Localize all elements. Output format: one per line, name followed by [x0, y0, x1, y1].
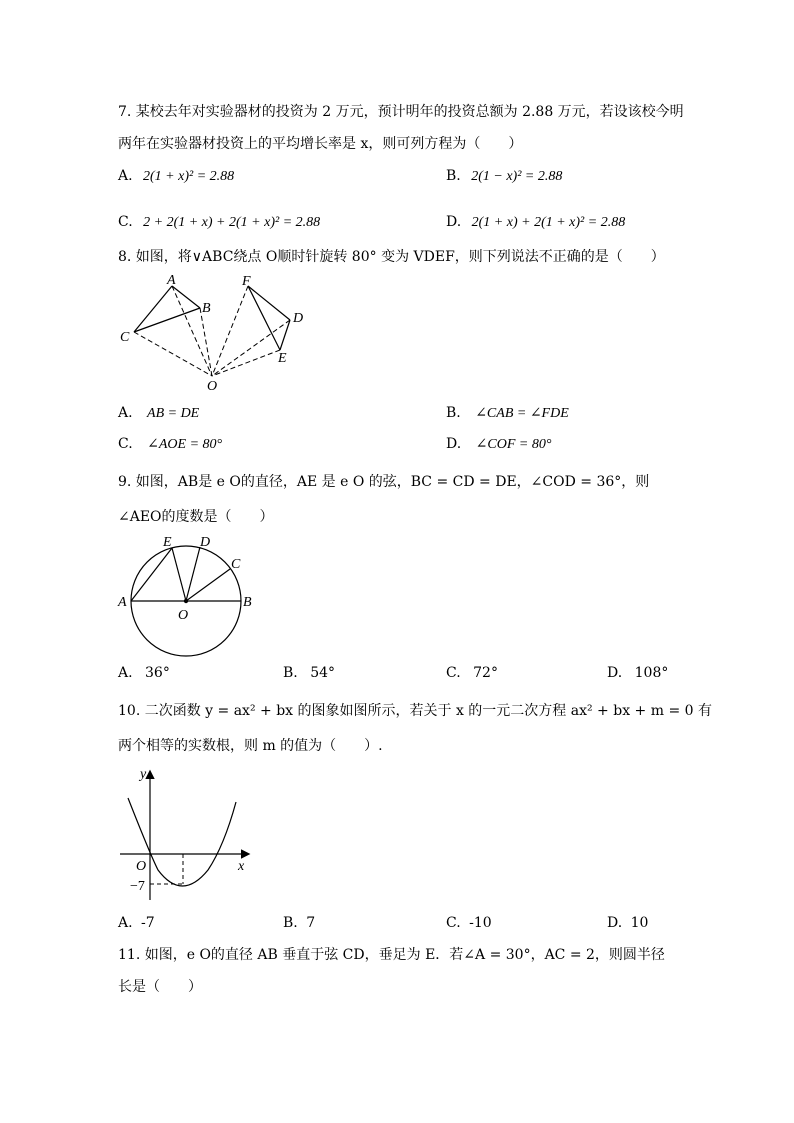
q7-option-b[interactable] [446, 166, 562, 187]
option-label: C. [118, 214, 133, 230]
q7-stem-line2: 两年在实验器材投资上的平均增长率是 x，则可列方程为（ ） [118, 136, 523, 152]
option-label: A. [118, 168, 133, 184]
center-point [184, 599, 188, 603]
label-C: C [231, 557, 241, 572]
option-text: 2(1 + x)² = 2.88 [143, 169, 235, 184]
q10-stem-line2: 两个相等的实数根，则 m 的值为（ ）. [118, 738, 383, 754]
option-label: D. [446, 436, 462, 452]
option-text: -7 [141, 915, 155, 931]
option-label: B. [283, 665, 298, 681]
q10-option-c[interactable] [446, 913, 492, 933]
q9-stem-line2: ∠AEO的度数是（ ） [118, 509, 274, 525]
q10-option-a[interactable] [118, 913, 155, 933]
q11-stem-line2: 长是（ ） [118, 979, 202, 995]
label-B: B [202, 301, 211, 316]
label-D: D [293, 311, 304, 326]
label-C: C [120, 330, 130, 345]
q9-stem-line1: 9. 如图，AB是 e O的直径，AE 是 e O 的弦，BC = CD = DE，∠COD = 36°，则 [118, 474, 650, 490]
option-text: 2(1 − x)² = 2.88 [471, 169, 563, 184]
label-B: B [243, 595, 252, 610]
label-O: O [178, 608, 189, 623]
q9-option-a[interactable] [118, 663, 170, 683]
label-x: x [238, 859, 245, 874]
q8-option-b[interactable] [446, 403, 569, 424]
label-y: y [140, 767, 147, 782]
q11-stem-line1: 11. 如图，e O的直径 AB 垂直于弦 CD，垂足为 E．若∠A = 30°，AC = 2，则圆半径 [118, 947, 665, 963]
option-text: 108° [634, 665, 669, 681]
option-text: -10 [469, 915, 492, 931]
option-text: ∠COF = 80° [475, 437, 552, 452]
option-label: D. [446, 214, 462, 230]
option-text: 7 [306, 915, 316, 931]
label-F: F [242, 274, 251, 289]
option-text: AB = DE [147, 406, 200, 421]
option-text: 54° [310, 665, 336, 681]
option-label: B. [446, 405, 461, 421]
q8-option-d[interactable] [446, 434, 551, 455]
label-E: E [163, 535, 172, 550]
q10-stem-line1: 10. 二次函数 y = ax² + bx 的图象如图所示，若关于 x 的一元二次方程 ax² + bx + m = 0 有 [118, 703, 712, 719]
option-label: A. [118, 665, 133, 681]
q10-parabola-graph [112, 762, 257, 907]
option-label: A. [118, 915, 133, 931]
q7-option-a[interactable] [118, 166, 234, 187]
option-text: 36° [145, 665, 170, 681]
q9-option-b[interactable] [283, 663, 335, 683]
option-text: 2 + 2(1 + x) + 2(1 + x)² = 2.88 [143, 215, 321, 230]
q8-rotation-figure [112, 272, 322, 394]
q8-option-c[interactable] [118, 434, 222, 455]
option-label: D. [607, 915, 623, 931]
label-D: D [200, 535, 211, 550]
label-O: O [207, 379, 218, 394]
q10-option-b[interactable] [283, 913, 315, 933]
option-text: 10 [630, 915, 649, 931]
label-A: A [118, 595, 127, 610]
q7-stem-line1: 7. 某校去年对实验器材的投资为 2 万元，预计明年的投资总额为 2.88 万元，若设该校今明 [118, 104, 684, 120]
option-label: B. [446, 168, 461, 184]
q9-option-c[interactable] [446, 663, 498, 683]
option-text: 2(1 + x) + 2(1 + x)² = 2.88 [471, 215, 626, 230]
option-label: C. [118, 436, 133, 452]
option-label: A. [118, 405, 133, 421]
q9-circle-figure [112, 532, 262, 662]
option-text: 72° [473, 665, 498, 681]
label-O: O [136, 859, 147, 874]
label-A: A [167, 273, 176, 288]
label-E: E [278, 351, 287, 366]
option-text: ∠CAB = ∠FDE [475, 406, 569, 421]
q8-option-a[interactable] [118, 403, 199, 424]
option-label: B. [283, 915, 298, 931]
option-label: D. [607, 665, 623, 681]
option-label: C. [446, 665, 461, 681]
option-label: C. [446, 915, 461, 931]
option-text: ∠AOE = 80° [147, 437, 223, 452]
q8-stem-line1: 8. 如图，将∨ABC绕点 O顺时针旋转 80° 变为 VDEF，则下列说法不正确的是（ ） [118, 249, 665, 265]
q10-option-d[interactable] [607, 913, 648, 933]
q7-option-c[interactable] [118, 212, 320, 233]
q9-option-d[interactable] [607, 663, 668, 683]
label-minus7: −7 [130, 879, 145, 894]
q7-option-d[interactable] [446, 212, 625, 233]
